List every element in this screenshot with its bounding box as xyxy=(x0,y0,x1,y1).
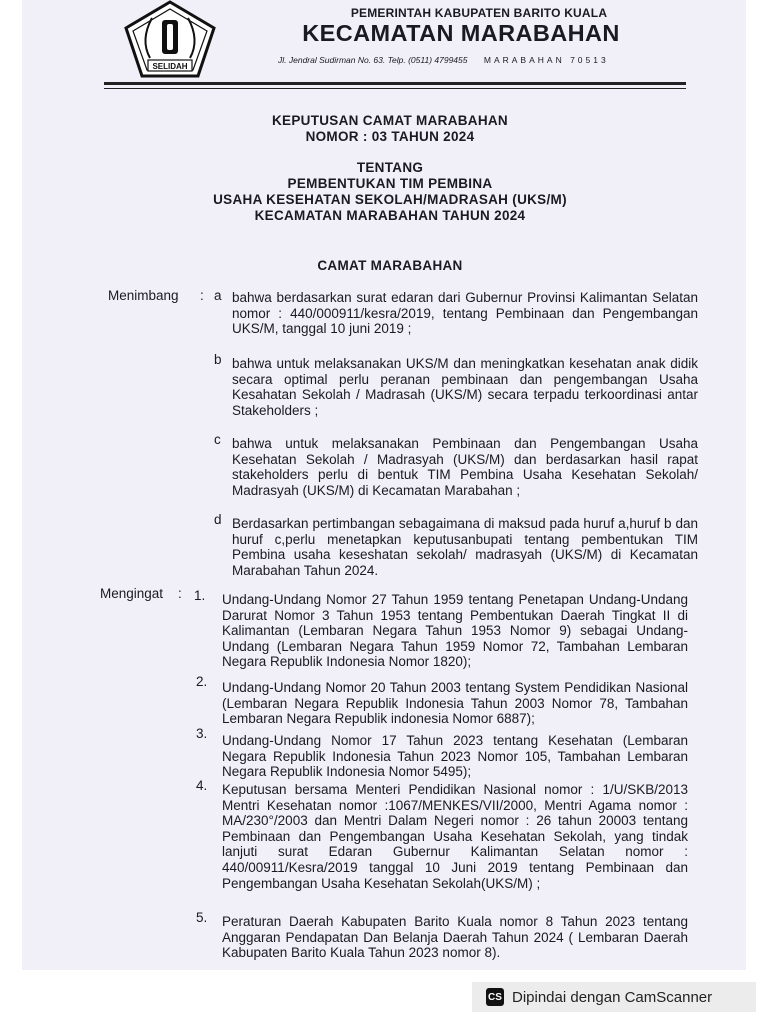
decree-subject-line-1: PEMBENTUKAN TIM PEMBINA xyxy=(287,176,493,191)
decree-about: TENTANG xyxy=(356,160,424,175)
logo-ribbon-text: SELIDAH xyxy=(152,62,188,71)
letterhead-rule-thick xyxy=(104,82,686,85)
mengingat-marker-3: 3. xyxy=(196,726,208,741)
menimbang-marker-d: d xyxy=(214,512,222,527)
menimbang-marker-b: b xyxy=(214,352,222,367)
section-label-menimbang: Menimbang xyxy=(108,288,179,303)
camscanner-badge xyxy=(472,982,756,1012)
mengingat-point-4: Keputusan bersama Menteri Pendidikan Nasional nomor : 1/U/SKB/2013 Mentri Kesehatan nomor :1067/MENKES/VII/2000, Mentri Agama nomor : MA/230°/2003 dan Mentri Dalam Negeri nomor : 26 tahun 20003 tentang Pembinaan dan Pengembangan Usaha Kesehatan Sekolah, yang tindak lanjuti surat Edaran Gubernur Kalimantan Selatan nomor : 440/00911/Kesra/2019 tanggal 10 Juni 2019 tentang Pembinaan dan Pengembangan Usaha Kesehatan Sekolah(UKS/M) ; xyxy=(222,782,688,891)
government-name: PEMERINTAH KABUPATEN BARITO KUALA xyxy=(350,6,608,20)
decree-title: KEPUTUSAN CAMAT MARABAHAN xyxy=(272,113,508,128)
mengingat-marker-1: 1. xyxy=(194,588,206,603)
mengingat-point-2: Undang-Undang Nomor 20 Tahun 2003 tentang System Pendidikan Nasional (Lembaran Negara Republik Indonesia Tahun 2003 Nomor 78, Tambahan Lembaran Negara Republik indonesia Nomor 6887); xyxy=(222,680,688,727)
address-line: Jl. Jendral Sudirman No. 63. Telp. (0511) 4799455 xyxy=(278,55,468,65)
menimbang-marker-a: a xyxy=(214,288,222,303)
mengingat-marker-5: 5. xyxy=(196,910,208,925)
decree-authority: CAMAT MARABAHAN xyxy=(317,258,463,273)
decree-subject-line-2: USAHA KESEHATAN SEKOLAH/MADRASAH (UKS/M) xyxy=(213,192,567,207)
address-city: MARABAHAN 70513 xyxy=(483,55,609,65)
office-address xyxy=(278,55,648,65)
mengingat-marker-2: 2. xyxy=(196,674,208,689)
section-colon-menimbang: : xyxy=(200,288,204,303)
section-colon-mengingat: : xyxy=(178,586,182,601)
menimbang-point-d: Berdasarkan pertimbangan sebagaimana di maksud pada huruf a,huruf b dan huruf c,perlu menetapkan keputusanbupati tentang pembentukan TIM Pembina usaha keseshatan sekolah/ madrasyah (UKS/M) di Kecamatan Marabahan Tahun 2024. xyxy=(232,516,698,578)
mengingat-point-3: Undang-Undang Nomor 17 Tahun 2023 tentang Kesehatan (Lembaran Negara Republik Indonesia Tahun 2023 Nomor 105, Tambahan Lembaran Negara Republik Indonesia Nomor 5495); xyxy=(222,733,688,780)
mengingat-point-5: Peraturan Daerah Kabupaten Barito Kuala nomor 8 Tahun 2023 tentang Anggaran Pendapatan Dan Belanja Daerah Tahun 2024 ( Lembaran Daerah Kabupaten Barito Kuala Tahun 2023 nomor 8). xyxy=(222,914,688,961)
menimbang-point-a: bahwa berdasarkan surat edaran dari Gubernur Provinsi Kalimantan Selatan nomor : 440/000911/kesra/2019, tentang Pembinaan dan Pengembangan UKS/M, tanggal 10 juni 2019 ; xyxy=(232,290,698,337)
camscanner-icon: CS xyxy=(486,988,504,1006)
camscanner-label: Dipindai dengan CamScanner xyxy=(512,988,713,1006)
section-label-mengingat: Mengingat xyxy=(100,586,164,601)
menimbang-point-c: bahwa untuk melaksanakan Pembinaan dan Pengembangan Usaha Kesehatan Sekolah / Madrasyah (UKS/M) dan berdasarkan hasil rapat stakeholders perlu di bentuk TIM Pembina Usaha Kesehatan Sekolah/ Madrasyah (UKS/M) di Kecamatan Marabahan ; xyxy=(232,436,698,498)
menimbang-marker-c: c xyxy=(214,432,221,447)
mengingat-point-1: Undang-Undang Nomor 27 Tahun 1959 tentang Penetapan Undang-Undang Darurat Nomor 3 Tahun 1953 tentang Pembentukan Daerah Tingkat II di Kalimantan (Lembaran Negara Tahun 1953 Nomor 9) sebagai Undang-Undang (Lembaran Negara Tahun 1959 Nomor 72, Tambahan Lembaran Negara Republik Indonesia Nomor 1820); xyxy=(222,592,688,670)
mengingat-marker-4: 4. xyxy=(196,778,208,793)
decree-number: NOMOR : 03 TAHUN 2024 xyxy=(305,129,475,144)
decree-subject-line-3: KECAMATAN MARABAHAN TAHUN 2024 xyxy=(254,208,526,223)
regency-emblem-logo xyxy=(122,0,218,80)
scanned-document-page xyxy=(22,0,746,970)
menimbang-point-b: bahwa untuk melaksanakan UKS/M dan meningkatkan kesehatan anak didik secara optimal perlu peranan pembinaan dan pengembangan Usaha Kesahatan Sekolah / Madrasah (UKS/M) secara terpadu terkoordinasi antar Stakeholders ; xyxy=(232,356,698,418)
office-name: KECAMATAN MARABAHAN xyxy=(302,20,620,46)
letterhead-rule-thin xyxy=(104,88,686,89)
